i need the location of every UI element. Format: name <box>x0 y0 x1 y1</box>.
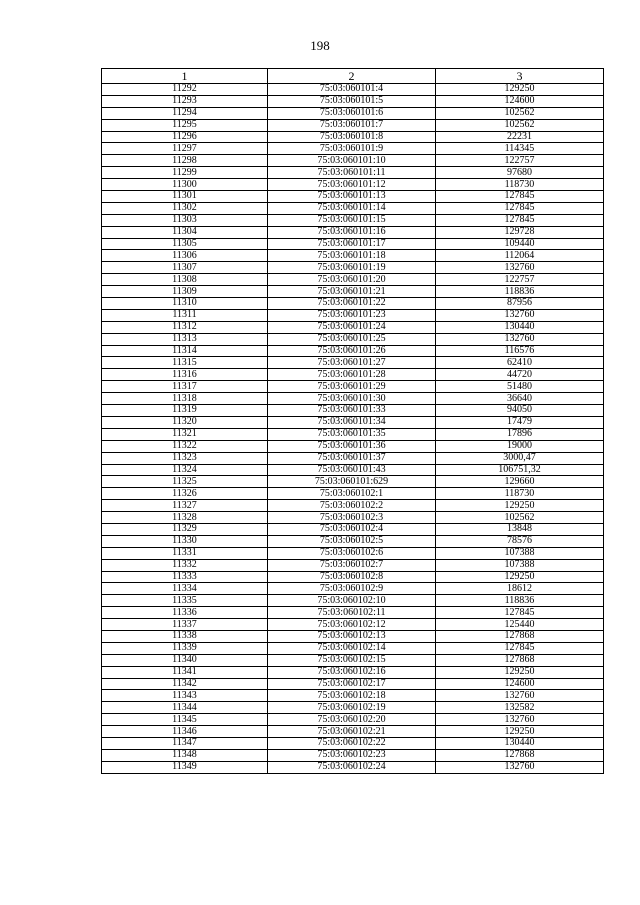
cell-value: 122757 <box>436 155 604 167</box>
cell-value: 102562 <box>436 119 604 131</box>
cell-number: 11322 <box>102 440 268 452</box>
cell-value: 127868 <box>436 749 604 761</box>
table-row <box>102 119 604 131</box>
cell-cadastral-id: 75:03:060101:629 <box>268 476 436 488</box>
table-row <box>102 381 604 393</box>
cell-cadastral-id: 75:03:060101:43 <box>268 464 436 476</box>
table-row <box>102 547 604 559</box>
cell-number: 11292 <box>102 84 268 96</box>
table-row <box>102 393 604 405</box>
cell-number: 11312 <box>102 321 268 333</box>
table-row <box>102 202 604 214</box>
cell-cadastral-id: 75:03:060101:37 <box>268 452 436 464</box>
cell-value: 17896 <box>436 428 604 440</box>
cell-number: 11313 <box>102 333 268 345</box>
cell-value: 127845 <box>436 202 604 214</box>
cell-cadastral-id: 75:03:060102:20 <box>268 714 436 726</box>
cell-number: 11337 <box>102 619 268 631</box>
cell-cadastral-id: 75:03:060101:16 <box>268 226 436 238</box>
table-row <box>102 523 604 535</box>
cell-cadastral-id: 75:03:060101:5 <box>268 95 436 107</box>
cell-value: 118836 <box>436 595 604 607</box>
table-header-row <box>102 69 604 84</box>
table-row <box>102 666 604 678</box>
cell-value: 130440 <box>436 321 604 333</box>
cell-number: 11303 <box>102 214 268 226</box>
cell-value: 118730 <box>436 488 604 500</box>
cell-number: 11301 <box>102 191 268 203</box>
cell-value: 132760 <box>436 690 604 702</box>
table-row <box>102 737 604 749</box>
table-row <box>102 476 604 488</box>
cell-cadastral-id: 75:03:060101:35 <box>268 428 436 440</box>
cell-cadastral-id: 75:03:060102:14 <box>268 642 436 654</box>
table-row <box>102 630 604 642</box>
cell-value: 118836 <box>436 286 604 298</box>
cell-cadastral-id: 75:03:060102:11 <box>268 607 436 619</box>
table-row <box>102 749 604 761</box>
cell-value: 127845 <box>436 191 604 203</box>
cell-number: 11335 <box>102 595 268 607</box>
cell-value: 122757 <box>436 274 604 286</box>
table-row <box>102 726 604 738</box>
cell-number: 11332 <box>102 559 268 571</box>
cell-number: 11344 <box>102 702 268 714</box>
table-row <box>102 238 604 250</box>
cell-value: 22231 <box>436 131 604 143</box>
cell-value: 127868 <box>436 630 604 642</box>
cell-number: 11294 <box>102 107 268 119</box>
table-row <box>102 107 604 119</box>
cell-number: 11310 <box>102 298 268 310</box>
cell-value: 129250 <box>436 571 604 583</box>
cell-cadastral-id: 75:03:060101:18 <box>268 250 436 262</box>
cell-number: 11320 <box>102 416 268 428</box>
cell-value: 107388 <box>436 547 604 559</box>
cell-cadastral-id: 75:03:060102:4 <box>268 523 436 535</box>
cell-number: 11321 <box>102 428 268 440</box>
cell-number: 11307 <box>102 262 268 274</box>
cell-number: 11339 <box>102 642 268 654</box>
cell-value: 107388 <box>436 559 604 571</box>
cell-value: 124600 <box>436 95 604 107</box>
cell-value: 112064 <box>436 250 604 262</box>
cell-value: 3000,47 <box>436 452 604 464</box>
cell-cadastral-id: 75:03:060102:6 <box>268 547 436 559</box>
cell-cadastral-id: 75:03:060101:29 <box>268 381 436 393</box>
cell-cadastral-id: 75:03:060101:17 <box>268 238 436 250</box>
cell-value: 44720 <box>436 369 604 381</box>
cell-cadastral-id: 75:03:060102:24 <box>268 761 436 773</box>
table-row <box>102 595 604 607</box>
cell-cadastral-id: 75:03:060102:17 <box>268 678 436 690</box>
cell-number: 11342 <box>102 678 268 690</box>
cell-cadastral-id: 75:03:060101:26 <box>268 345 436 357</box>
cell-cadastral-id: 75:03:060102:16 <box>268 666 436 678</box>
table-row <box>102 690 604 702</box>
cell-value: 129660 <box>436 476 604 488</box>
cell-number: 11316 <box>102 369 268 381</box>
column-header-3: 3 <box>436 69 604 84</box>
cell-number: 11334 <box>102 583 268 595</box>
cell-value: 132760 <box>436 262 604 274</box>
cell-value: 125440 <box>436 619 604 631</box>
cell-value: 127845 <box>436 642 604 654</box>
cell-value: 127845 <box>436 607 604 619</box>
cell-number: 11345 <box>102 714 268 726</box>
cell-number: 11323 <box>102 452 268 464</box>
table-row <box>102 286 604 298</box>
cell-cadastral-id: 75:03:060101:33 <box>268 405 436 417</box>
cell-value: 129250 <box>436 84 604 96</box>
table-row <box>102 416 604 428</box>
cell-value: 114345 <box>436 143 604 155</box>
cell-cadastral-id: 75:03:060101:13 <box>268 191 436 203</box>
cell-cadastral-id: 75:03:060102:1 <box>268 488 436 500</box>
cell-number: 11308 <box>102 274 268 286</box>
cell-cadastral-id: 75:03:060101:19 <box>268 262 436 274</box>
table-row <box>102 607 604 619</box>
cell-cadastral-id: 75:03:060101:25 <box>268 333 436 345</box>
cell-value: 124600 <box>436 678 604 690</box>
cell-cadastral-id: 75:03:060102:5 <box>268 535 436 547</box>
page-number: 198 <box>310 38 330 53</box>
cell-value: 129250 <box>436 500 604 512</box>
cell-cadastral-id: 75:03:060101:9 <box>268 143 436 155</box>
cell-cadastral-id: 75:03:060102:8 <box>268 571 436 583</box>
table-row <box>102 167 604 179</box>
cell-value: 129250 <box>436 726 604 738</box>
cell-value: 13848 <box>436 523 604 535</box>
cell-value: 97680 <box>436 167 604 179</box>
cell-cadastral-id: 75:03:060101:15 <box>268 214 436 226</box>
cell-value: 129250 <box>436 666 604 678</box>
cell-number: 11300 <box>102 179 268 191</box>
cell-number: 11299 <box>102 167 268 179</box>
table-row <box>102 642 604 654</box>
cell-value: 18612 <box>436 583 604 595</box>
cell-value: 17479 <box>436 416 604 428</box>
cell-cadastral-id: 75:03:060101:20 <box>268 274 436 286</box>
cell-value: 132760 <box>436 309 604 321</box>
table-row <box>102 84 604 96</box>
cell-cadastral-id: 75:03:060101:4 <box>268 84 436 96</box>
cell-value: 127868 <box>436 654 604 666</box>
cell-number: 11305 <box>102 238 268 250</box>
cell-value: 132582 <box>436 702 604 714</box>
cell-value: 36640 <box>436 393 604 405</box>
cell-cadastral-id: 75:03:060102:22 <box>268 737 436 749</box>
table-row <box>102 143 604 155</box>
cell-number: 11330 <box>102 535 268 547</box>
cell-cadastral-id: 75:03:060102:2 <box>268 500 436 512</box>
cell-value: 132760 <box>436 714 604 726</box>
cell-number: 11296 <box>102 131 268 143</box>
cell-number: 11318 <box>102 393 268 405</box>
table-row <box>102 583 604 595</box>
table-body <box>102 84 604 774</box>
cell-cadastral-id: 75:03:060101:12 <box>268 179 436 191</box>
cell-value: 118730 <box>436 179 604 191</box>
cell-value: 87956 <box>436 298 604 310</box>
cell-number: 11304 <box>102 226 268 238</box>
cell-cadastral-id: 75:03:060101:11 <box>268 167 436 179</box>
cell-number: 11295 <box>102 119 268 131</box>
table-row <box>102 214 604 226</box>
cell-value: 78576 <box>436 535 604 547</box>
cell-value: 62410 <box>436 357 604 369</box>
table-row <box>102 500 604 512</box>
cell-value: 132760 <box>436 761 604 773</box>
cell-number: 11329 <box>102 523 268 535</box>
cell-number: 11297 <box>102 143 268 155</box>
data-table <box>101 68 604 774</box>
cell-number: 11341 <box>102 666 268 678</box>
table-row <box>102 428 604 440</box>
cell-value: 94050 <box>436 405 604 417</box>
table-row <box>102 654 604 666</box>
table-row <box>102 464 604 476</box>
cell-cadastral-id: 75:03:060102:21 <box>268 726 436 738</box>
column-header-2: 2 <box>268 69 436 84</box>
cell-number: 11298 <box>102 155 268 167</box>
table-row <box>102 321 604 333</box>
cell-number: 11302 <box>102 202 268 214</box>
cell-number: 11325 <box>102 476 268 488</box>
cell-cadastral-id: 75:03:060102:10 <box>268 595 436 607</box>
cell-value: 19000 <box>436 440 604 452</box>
table-row <box>102 333 604 345</box>
cell-number: 11328 <box>102 512 268 524</box>
cell-value: 102562 <box>436 107 604 119</box>
cell-cadastral-id: 75:03:060101:10 <box>268 155 436 167</box>
cell-number: 11315 <box>102 357 268 369</box>
table-row <box>102 191 604 203</box>
cell-cadastral-id: 75:03:060101:30 <box>268 393 436 405</box>
table-row <box>102 179 604 191</box>
cell-cadastral-id: 75:03:060101:14 <box>268 202 436 214</box>
cell-cadastral-id: 75:03:060101:27 <box>268 357 436 369</box>
cell-number: 11343 <box>102 690 268 702</box>
table-row <box>102 369 604 381</box>
table-row <box>102 357 604 369</box>
cell-number: 11314 <box>102 345 268 357</box>
table-row <box>102 274 604 286</box>
cell-value: 127845 <box>436 214 604 226</box>
cell-value: 51480 <box>436 381 604 393</box>
cell-cadastral-id: 75:03:060101:6 <box>268 107 436 119</box>
table-row <box>102 761 604 773</box>
cell-cadastral-id: 75:03:060101:24 <box>268 321 436 333</box>
cell-number: 11317 <box>102 381 268 393</box>
table-row <box>102 535 604 547</box>
cell-number: 11340 <box>102 654 268 666</box>
cell-cadastral-id: 75:03:060102:3 <box>268 512 436 524</box>
table-row <box>102 619 604 631</box>
cell-number: 11333 <box>102 571 268 583</box>
cell-cadastral-id: 75:03:060102:19 <box>268 702 436 714</box>
cell-cadastral-id: 75:03:060102:18 <box>268 690 436 702</box>
cell-value: 102562 <box>436 512 604 524</box>
cell-number: 11311 <box>102 309 268 321</box>
table-row <box>102 678 604 690</box>
cell-cadastral-id: 75:03:060101:8 <box>268 131 436 143</box>
table-row <box>102 488 604 500</box>
table-row <box>102 345 604 357</box>
cell-cadastral-id: 75:03:060102:15 <box>268 654 436 666</box>
cell-cadastral-id: 75:03:060101:7 <box>268 119 436 131</box>
cell-number: 11348 <box>102 749 268 761</box>
cell-number: 11319 <box>102 405 268 417</box>
cell-number: 11309 <box>102 286 268 298</box>
cell-number: 11336 <box>102 607 268 619</box>
table-row <box>102 452 604 464</box>
table-row <box>102 571 604 583</box>
cell-value: 130440 <box>436 737 604 749</box>
table-row <box>102 702 604 714</box>
column-header-1: 1 <box>102 69 268 84</box>
cell-number: 11306 <box>102 250 268 262</box>
table-row <box>102 155 604 167</box>
table-row <box>102 95 604 107</box>
cell-number: 11326 <box>102 488 268 500</box>
cell-number: 11324 <box>102 464 268 476</box>
table-row <box>102 298 604 310</box>
cell-cadastral-id: 75:03:060101:21 <box>268 286 436 298</box>
cell-cadastral-id: 75:03:060102:13 <box>268 630 436 642</box>
cell-value: 129728 <box>436 226 604 238</box>
cell-cadastral-id: 75:03:060101:22 <box>268 298 436 310</box>
cell-cadastral-id: 75:03:060101:36 <box>268 440 436 452</box>
cell-number: 11327 <box>102 500 268 512</box>
table-row <box>102 405 604 417</box>
table-row <box>102 131 604 143</box>
table-row <box>102 262 604 274</box>
table-row <box>102 250 604 262</box>
cell-number: 11347 <box>102 737 268 749</box>
cell-number: 11331 <box>102 547 268 559</box>
table-row <box>102 440 604 452</box>
cell-cadastral-id: 75:03:060102:12 <box>268 619 436 631</box>
cell-number: 11349 <box>102 761 268 773</box>
cell-cadastral-id: 75:03:060101:28 <box>268 369 436 381</box>
cell-number: 11293 <box>102 95 268 107</box>
table-row <box>102 226 604 238</box>
cell-number: 11346 <box>102 726 268 738</box>
table-row <box>102 559 604 571</box>
table-row <box>102 512 604 524</box>
cell-value: 109440 <box>436 238 604 250</box>
cell-value: 132760 <box>436 333 604 345</box>
table-row <box>102 309 604 321</box>
cell-cadastral-id: 75:03:060102:9 <box>268 583 436 595</box>
cell-value: 106751,32 <box>436 464 604 476</box>
cell-cadastral-id: 75:03:060101:34 <box>268 416 436 428</box>
table-row <box>102 714 604 726</box>
cell-number: 11338 <box>102 630 268 642</box>
cell-cadastral-id: 75:03:060102:23 <box>268 749 436 761</box>
cell-cadastral-id: 75:03:060102:7 <box>268 559 436 571</box>
cell-cadastral-id: 75:03:060101:23 <box>268 309 436 321</box>
cell-value: 116576 <box>436 345 604 357</box>
